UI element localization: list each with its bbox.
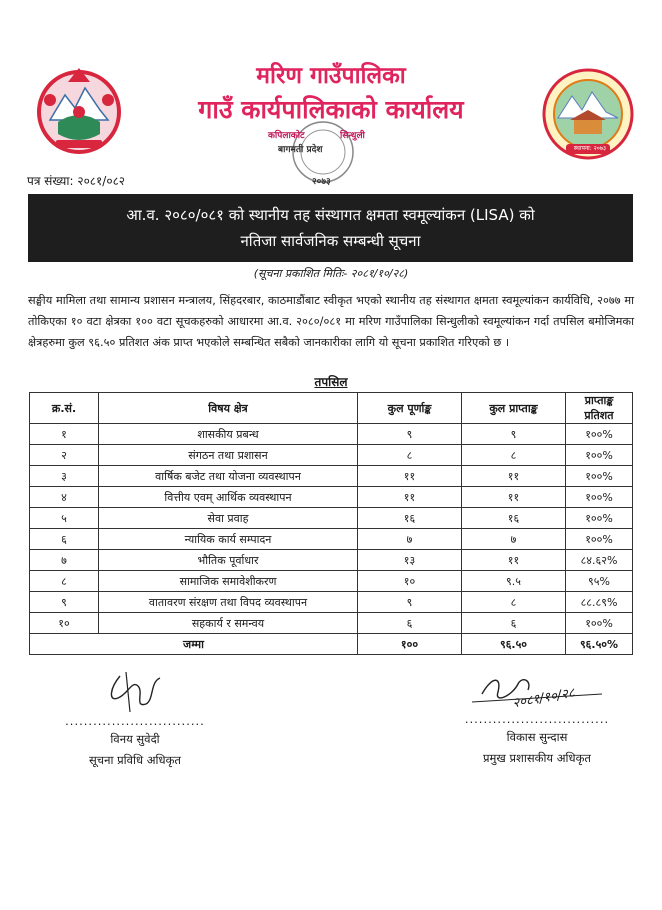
reference-label: पत्र संख्या: [27,174,74,188]
cell-obtained: ६ [462,613,566,634]
cell-percent: ८८.८९% [566,592,633,613]
cell-serial: ३ [30,466,99,487]
cell-area: न्यायिक कार्य सम्पादन [99,529,358,550]
cell-full-marks: १० [358,571,462,592]
table-row [30,613,633,634]
cell-serial: ५ [30,508,99,529]
cell-percent: ८४.६२% [566,550,633,571]
cell-full-marks: ६ [358,613,462,634]
table-total-row [30,634,633,655]
col-area: विषय क्षेत्र [99,393,358,424]
cell-area: सेवा प्रवाह [99,508,358,529]
stamp-text-2: सिन्धुली [340,131,365,141]
signature-block-cao [452,666,622,766]
cell-percent: १००% [566,424,633,445]
table-row [30,424,633,445]
cell-obtained: ८ [462,445,566,466]
total-percent: ९६.५०% [566,634,633,655]
cell-area: भौतिक पूर्वाधार [99,550,358,571]
total-label: जम्मा [30,634,358,655]
table-row [30,466,633,487]
table-row [30,571,633,592]
cell-full-marks: १६ [358,508,462,529]
cell-obtained: ११ [462,487,566,508]
table-row [30,508,633,529]
cell-area: वित्तीय एवम् आर्थिक व्यवस्थापन [99,487,358,508]
logo-year-text: स्थापना: २०७३ [573,145,607,152]
table-row [30,529,633,550]
cell-area: सहकार्य र समन्वय [99,613,358,634]
cell-serial: ९ [30,592,99,613]
col-obtained: कुल प्राप्ताङ्क [462,393,566,424]
table-row [30,487,633,508]
cell-obtained: ११ [462,466,566,487]
office-title-line2: गाउँ कार्यपालिकाको कार्यालय [198,95,464,124]
cell-obtained: १६ [462,508,566,529]
signature-line-2: ............................... [464,712,610,726]
signature-line: .............................. [65,714,205,728]
signatory-name-2: विकास सुन्दास [506,730,568,744]
table-row [30,550,633,571]
cell-area: वार्षिक बजेट तथा योजना व्यवस्थापन [99,466,358,487]
table-header-row [30,393,633,424]
cell-obtained: ७ [462,529,566,550]
cell-obtained: ९ [462,424,566,445]
publication-date: (सूचना प्रकाशित मितिः- २०८१/१०/२८) [253,267,409,280]
notice-banner [28,194,633,262]
table-body [30,424,633,655]
banner-line2: नतिजा सार्वजनिक सम्बन्धी सूचना [240,232,421,250]
cell-percent: ९५% [566,571,633,592]
cell-area: वातावरण संरक्षण तथा विपद व्यवस्थापन [99,592,358,613]
table-title: तपसिल [314,375,348,389]
notice-body: सङ्घीय मामिला तथा सामान्य प्रशासन मन्त्रालय, सिंहदरबार, काठमाडौंबाट स्वीकृत भएको स्थानीय तह संस्थागत क्षमता स्वमूल्यांकन कार्यविधि, २०७७ मा तोकिएका १० वटा क्षेत्रका १०० वटा सूचकहरुको आधारमा आ.व. २०८०/०८१ मा मरिण गाउँपालिका सिन्धुलीको स्वमूल्यांकन गर्दा तपसिल बमोजिमका क्षेत्रहरुमा कुल ९६.५० प्रतिशत अंक प्राप्त भएकोले सम्बन्धित सबैको जानकारीका लागि यो सूचना प्रकाशित गरिएको छ । [28,294,634,349]
cell-full-marks: ८ [358,445,462,466]
cell-full-marks: १३ [358,550,462,571]
cell-full-marks: ९ [358,592,462,613]
col-serial: क्र.सं. [30,393,99,424]
results-table [29,392,633,655]
table-row [30,445,633,466]
cell-serial: १ [30,424,99,445]
banner-line1: आ.व. २०८०/०८१ को स्थानीय तह संस्थागत क्षमता स्वमूल्यांकन (LISA) को [126,206,535,224]
office-stamp [258,112,388,192]
signature-handwritten-date: २०८१/१०/२८ [511,685,576,712]
cell-obtained: ११ [462,550,566,571]
signature-block-it-officer [60,668,210,768]
signatory-title: सूचना प्रविधि अधिकृत [89,753,181,767]
cell-percent: १००% [566,445,633,466]
stamp-text-1: कपिलाकोट [268,131,305,141]
stamp-text-4: २०७३ [312,177,331,187]
office-title-line1: मरिण गाउँपालिका [256,63,406,89]
reference-value: २०८१/०८२ [77,174,126,188]
cell-percent: १००% [566,466,633,487]
cell-area: शासकीय प्रबन्ध [99,424,358,445]
cell-full-marks: ११ [358,466,462,487]
total-obtained: ९६.५० [462,634,566,655]
cell-percent: १००% [566,529,633,550]
col-percent: प्राप्ताङ्क प्रतिशत [566,393,633,424]
cell-obtained: ९.५ [462,571,566,592]
cell-area: सामाजिक समावेशीकरण [99,571,358,592]
cell-percent: १००% [566,613,633,634]
cell-full-marks: ९ [358,424,462,445]
reference-number [27,172,125,189]
cell-percent: १००% [566,508,633,529]
cell-serial: ८ [30,571,99,592]
cell-serial: ६ [30,529,99,550]
cell-area: संगठन तथा प्रशासन [99,445,358,466]
cell-full-marks: ११ [358,487,462,508]
col-full-marks: कुल पूर्णाङ्क [358,393,462,424]
cell-obtained: ८ [462,592,566,613]
cell-serial: २ [30,445,99,466]
table-row [30,592,633,613]
cell-percent: १००% [566,487,633,508]
total-full: १०० [358,634,462,655]
signature-scribble [90,668,180,714]
stamp-text-3: बागमती प्रदेश [278,145,323,155]
cell-full-marks: ७ [358,529,462,550]
signatory-title-2: प्रमुख प्रशासकीय अधिकृत [483,751,591,765]
signatory-name: विनय सुवेदी [110,732,160,746]
cell-serial: ७ [30,550,99,571]
cell-serial: ४ [30,487,99,508]
cell-serial: १० [30,613,99,634]
